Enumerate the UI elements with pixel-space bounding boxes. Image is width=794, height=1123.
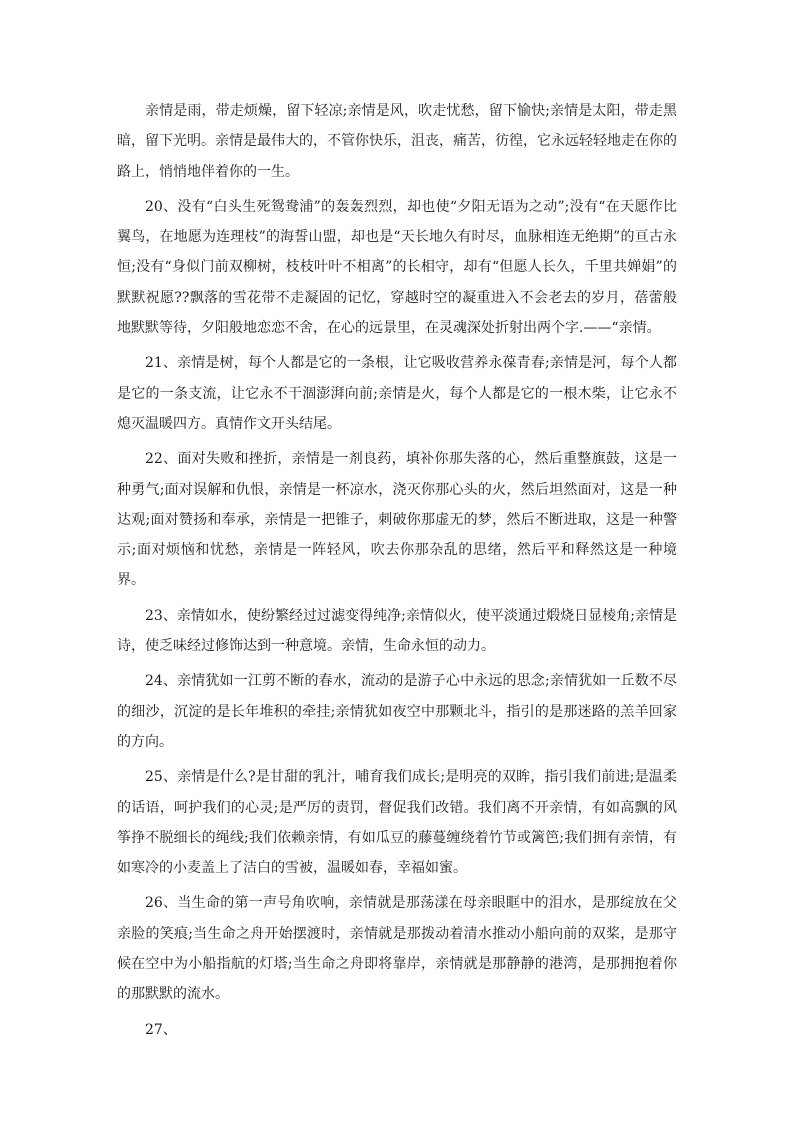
paragraph-22: 22、面对失败和挫折，亲情是一剂良药，填补你那失落的心，然后重整旗鼓，这是一种勇气;面对误解和仇恨，亲情是一杯凉水，浇灭你那心头的火，然后坦然面对，这是一种达观;面对赞扬和奉承，亲情是一把锥子，刺破你那虚无的梦，然后不断进取，这是一种警示;面对烦恼和忧愁，亲情是一阵轻风，吹去你那杂乱的思绪，然后平和释然这是一种境界。	[117, 451, 677, 589]
paragraph-24: 24、亲情犹如一江剪不断的春水，流动的是游子心中永远的思念;亲情犹如一丘数不尽的细沙，沉淀的是长年堆积的牵挂;亲情犹如夜空中那颗北斗，指引的是那迷路的羔羊回家的方向。	[117, 673, 677, 750]
paragraph-25: 25、亲情是什么?是甘甜的乳汁，哺育我们成长;是明亮的双眸，指引我们前进;是温柔的话语，呵护我们的心灵;是严厉的责罚，督促我们改错。我们离不开亲情，有如高飘的风筝挣不脱细长的绳线;我们依赖亲情，有如瓜豆的藤蔓缠绕着竹节或篱笆;我们拥有亲情，有如寒冷的小麦盖上了洁白的雪被，温暖如春，幸福如蜜。	[117, 769, 677, 877]
paragraph-21: 21、亲情是树，每个人都是它的一条根，让它吸收营养永葆青春;亲情是河，每个人都是它的一条支流，让它永不干涸澎湃向前;亲情是火，每个人都是它的一根木柴，让它永不熄灭温暖四方。真情作文开头结尾。	[117, 355, 677, 432]
document-page	[117, 96, 677, 1050]
paragraph-23: 23、亲情如水，使纷繁经过过滤变得纯净;亲情似火，使平淡通过煅烧日显棱角;亲情是诗，使乏味经过修饰达到一种意境。亲情，生命永恒的动力。	[117, 607, 677, 655]
paragraph-20: 20、没有“白头生死鸳鸯浦”的轰轰烈烈，却也使“夕阳无语为之动”;没有“在天愿作比翼鸟，在地愿为连理枝”的海誓山盟，却也是“天长地久有时尽，血脉相连无绝期”的亘古永恒;没有“身似门前双柳树，枝枝叶叶不相离”的长相守，却有“但愿人长久，千里共婵娟”的默默祝愿??飘落的雪花带不走凝固的记忆，穿越时空的凝重进入不会老去的岁月，蓓蕾般地默默等待，夕阳般地恋恋不舍，在心的远景里，在灵魂深处折射出两个字.——“亲情。	[117, 198, 677, 337]
paragraph-27: 27、	[145, 1021, 177, 1038]
paragraph-26: 26、当生命的第一声号角吹响，亲情就是那荡漾在母亲眼眶中的泪水，是那绽放在父亲脸的笑痕;当生命之舟开始摆渡时，亲情就是那拨动着清水推动小船向前的双桨，是那守候在空中为小船指航的灯塔;当生命之舟即将靠岸，亲情就是那静静的港湾，是那拥抱着你的那默默的流水。	[117, 895, 677, 1003]
paragraph-intro: 亲情是雨，带走烦燥，留下轻凉;亲情是风，吹走忧愁，留下愉快;亲情是太阳，带走黑暗，留下光明。亲情是最伟大的，不管你快乐，沮丧，痛苦，彷徨，它永远轻轻地走在你的路上，悄悄地伴着你的一生。	[117, 103, 677, 180]
